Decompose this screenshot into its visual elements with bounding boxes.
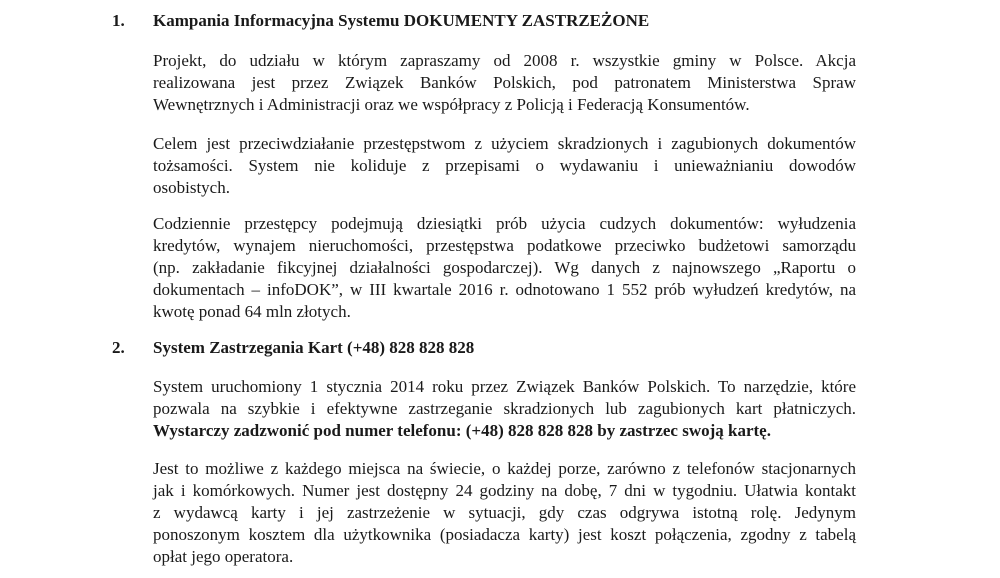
paragraph-line: dokumentach – infoDOK”, w III kwartale 2016 r. odnotowano 1 552 prób wyłudzeń kredytów, na — [153, 280, 856, 299]
paragraph-line: Wewnętrznych i Administracji oraz we współpracy z Policją i Federacją Konsumentów. — [153, 95, 750, 114]
paragraph-line: osobistych. — [153, 178, 230, 197]
paragraph — [153, 376, 856, 442]
section-number: 2. — [112, 338, 125, 357]
paragraph-line: z wydawcą karty i jej zastrzeżenie w sytuacji, gdy czas odgrywa istotną rolę. Jedynym — [153, 503, 856, 522]
paragraph-line: Codziennie przestępcy podejmują dziesiątki prób użycia cudzych dokumentów: wyłudzenia — [153, 214, 856, 233]
section-title: Kampania Informacyjna Systemu DOKUMENTY ZASTRZEŻONE — [153, 11, 650, 30]
paragraph-line: pozwala na szybkie i efektywne zastrzeganie skradzionych lub zagubionych kart płatniczych. — [153, 399, 856, 418]
paragraph-line: realizowana jest przez Związek Banków Polskich, pod patronatem Ministerstwa Spraw — [153, 73, 856, 92]
section-title: System Zastrzegania Kart (+48) 828 828 828 — [153, 338, 475, 357]
paragraph — [153, 213, 856, 323]
paragraph-line: opłat jego operatora. — [153, 547, 294, 566]
paragraph-line: tożsamości. System nie koliduje z przepisami o wydawaniu i unieważnianiu dowodów — [153, 156, 856, 175]
paragraph-line: jak i komórkowych. Numer jest dostępny 24 godziny na dobę, 7 dni w tygodniu. Ułatwia kontakt — [153, 481, 856, 500]
paragraph — [153, 133, 856, 199]
paragraph-line: (np. zakładanie fikcyjnej działalności gospodarczej). Wg danych z najnowszego „Raportu o — [153, 258, 856, 277]
paragraph — [153, 50, 856, 116]
paragraph-line: Celem jest przeciwdziałanie przestępstwom z użyciem skradzionych i zagubionych dokumentów — [153, 134, 856, 153]
paragraph-line: kredytów, wynajem nieruchomości, przestępstwa podatkowe przeciwko budżetowi samorządu — [153, 236, 856, 255]
paragraph-line: kwotę ponad 64 mln złotych. — [153, 302, 351, 321]
paragraph-line: Projekt, do udziału w którym zapraszamy od 2008 r. wszystkie gminy w Polsce. Akcja — [153, 51, 856, 70]
bold-phone-notice: Wystarczy zadzwonić pod numer telefonu: (+48) 828 828 828 by zastrzec swoją kartę. — [153, 421, 771, 440]
paragraph-line: System uruchomiony 1 stycznia 2014 roku przez Związek Banków Polskich. To narzędzie, które — [153, 377, 856, 396]
paragraph — [153, 458, 856, 568]
section-number: 1. — [112, 11, 125, 30]
paragraph-line: Jest to możliwe z każdego miejsca na świecie, o każdej porze, zarówno z telefonów stacjonarnych — [153, 459, 856, 478]
paragraph-line: ponoszonym kosztem dla użytkownika (posiadacza karty) jest koszt połączenia, zgodny z tabelą — [153, 525, 856, 544]
